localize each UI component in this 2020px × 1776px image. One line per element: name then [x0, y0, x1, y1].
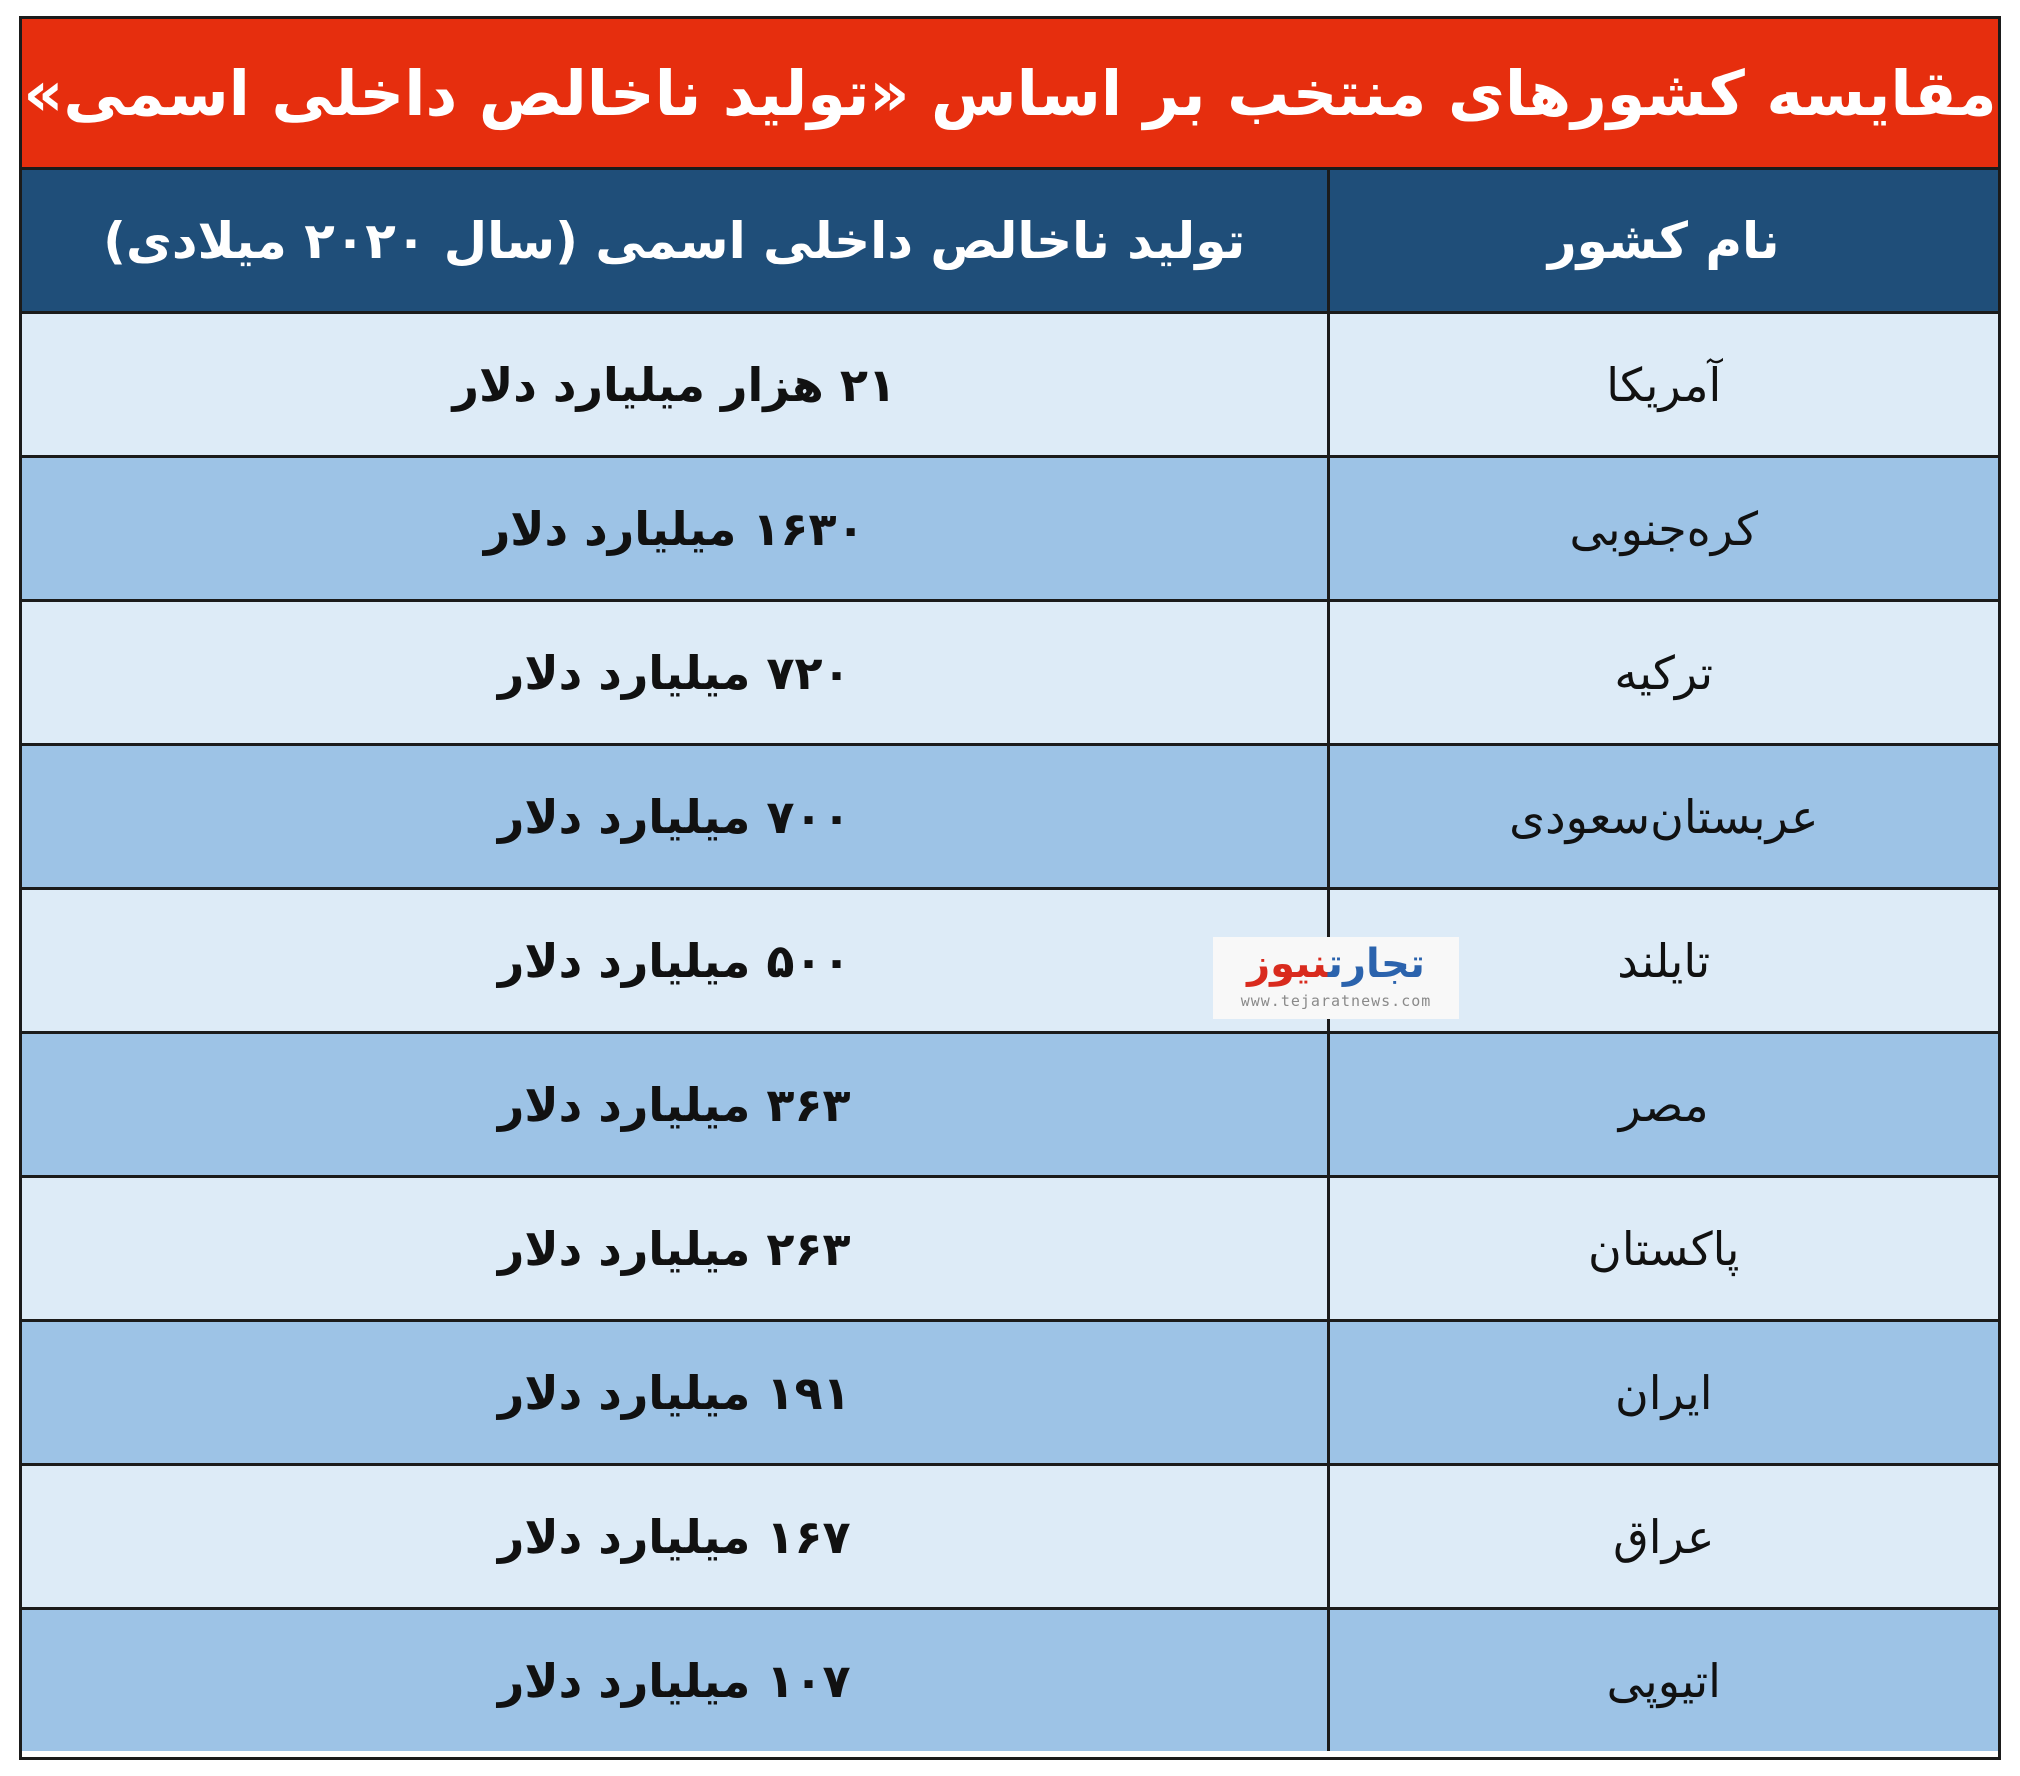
gdp-cell: ۲۱ هزار میلیارد دلار: [22, 313, 1328, 457]
gdp-cell: ۷۰۰ میلیارد دلار: [22, 745, 1328, 889]
column-header-gdp: تولید ناخالص داخلی اسمی (سال ۲۰۲۰ میلادی): [22, 170, 1328, 313]
country-cell: کره‌جنوبی: [1328, 457, 1998, 601]
table-row: [22, 313, 1998, 457]
watermark-logo-text: [1213, 937, 1459, 991]
gdp-cell: ۱۰۷ میلیارد دلار: [22, 1609, 1328, 1752]
gdp-cell: ۵۰۰ میلیارد دلار: [22, 889, 1328, 1033]
header-row: [22, 170, 1998, 313]
country-cell: ترکیه: [1328, 601, 1998, 745]
country-cell: ایران: [1328, 1321, 1998, 1465]
table-row: [22, 745, 1998, 889]
table-row: [22, 1177, 1998, 1321]
table-row: [22, 1321, 1998, 1465]
table-row: [22, 1609, 1998, 1752]
table-title: مقایسه کشورهای منتخب بر اساس «تولید ناخالص داخلی اسمی»: [22, 19, 1998, 170]
country-cell: اتیوپی: [1328, 1609, 1998, 1752]
data-table: [22, 170, 1998, 1751]
country-cell: پاکستان: [1328, 1177, 1998, 1321]
watermark-logo-part2: نیوز: [1247, 941, 1328, 987]
gdp-cell: ۲۶۳ میلیارد دلار: [22, 1177, 1328, 1321]
country-cell: آمریکا: [1328, 313, 1998, 457]
table-row: [22, 889, 1998, 1033]
country-cell: مصر: [1328, 1033, 1998, 1177]
country-cell: عربستان‌سعودی: [1328, 745, 1998, 889]
table-row: [22, 457, 1998, 601]
tejaratnews-watermark-logo: [1213, 937, 1459, 1019]
country-cell: تایلند: [1328, 889, 1998, 1033]
table-row: [22, 1465, 1998, 1609]
gdp-cell: ۷۲۰ میلیارد دلار: [22, 601, 1328, 745]
watermark-logo-part1: تجارت: [1327, 941, 1425, 987]
gdp-cell: ۱۶۷ میلیارد دلار: [22, 1465, 1328, 1609]
watermark-url: www.tejaratnews.com: [1240, 992, 1432, 1010]
table-row: [22, 601, 1998, 745]
gdp-cell: ۱۹۱ میلیارد دلار: [22, 1321, 1328, 1465]
table-row: [22, 1033, 1998, 1177]
gdp-cell: ۳۶۳ میلیارد دلار: [22, 1033, 1328, 1177]
country-cell: عراق: [1328, 1465, 1998, 1609]
gdp-cell: ۱۶۳۰ میلیارد دلار: [22, 457, 1328, 601]
column-header-country: نام کشور: [1328, 170, 1998, 313]
gdp-comparison-table: [19, 16, 2001, 1760]
